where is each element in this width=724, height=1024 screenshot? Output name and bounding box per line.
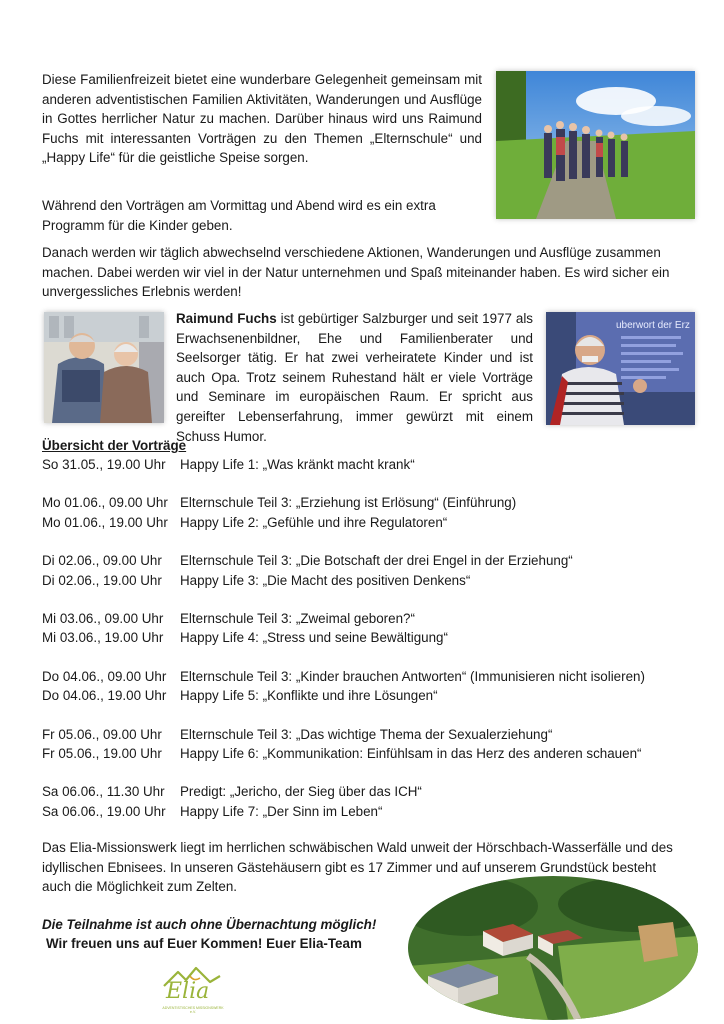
logo-subtitle: ADVENTISTISCHES MISSIONSWERK e.V. [162, 1006, 224, 1014]
schedule-heading: Übersicht der Vorträge [42, 438, 187, 453]
speaker-photo [546, 312, 695, 425]
schedule-day-saturday [42, 782, 682, 821]
schedule-date: Mo 01.06., 19.00 Uhr [42, 514, 168, 530]
schedule-topic: Happy Life 6: „Kommunikation: Einfühlsam in das Herz des anderen schauen“ [180, 745, 642, 761]
schedule-day-sunday [42, 455, 682, 474]
schedule-topic: Elternschule Teil 3: „Zweimal geboren?“ [180, 610, 415, 626]
schedule-date: Mi 03.06., 09.00 Uhr [42, 610, 164, 626]
schedule-topic: Happy Life 7: „Der Sinn im Leben“ [180, 803, 383, 819]
schedule-topic: Happy Life 5: „Konflikte und ihre Lösungen“ [180, 688, 438, 704]
schedule-day-tuesday [42, 551, 682, 590]
schedule-row [42, 455, 682, 474]
schedule-topic: Happy Life 4: „Stress und seine Bewältigung“ [180, 630, 448, 646]
schedule-row [42, 551, 682, 570]
schedule-topic: Happy Life 1: „Was kränkt macht krank“ [180, 457, 415, 472]
schedule-date: Sa 06.06., 19.00 Uhr [42, 803, 166, 819]
closing-note: Die Teilnahme ist auch ohne Übernachtung möglich! [42, 917, 377, 932]
screen-title-text: uberwort der Erz [616, 320, 690, 331]
schedule-date: So 31.05., 19.00 Uhr [42, 457, 166, 472]
speaker-bio [176, 309, 533, 446]
schedule-date: Di 02.06., 09.00 Uhr [42, 553, 162, 569]
schedule-day-friday [42, 725, 682, 764]
closing-greeting: Wir freuen uns auf Euer Kommen! Euer Elia-Team [46, 936, 362, 951]
schedule-day-monday [42, 493, 682, 532]
intro-paragraph-1: Diese Familienfreizeit bietet eine wunderbare Gelegenheit gemeinsam mit anderen adventistischen Familien Aktivitäten, Wanderungen und Ausflüge in Gottes herrlicher Natur zu machen. Darüber hinaus wird uns Raimund Fuchs mit interessanten Vorträgen zu den Themen „Elternschule“ und „Happy Life“ für die geistliche Speise sorgen. [42, 72, 482, 166]
schedule-topic: Elternschule Teil 3: „Das wichtige Thema der Sexualerziehung“ [180, 726, 553, 742]
schedule-row [42, 493, 682, 512]
schedule-date: Sa 06.06., 11.30 Uhr [42, 784, 165, 800]
hiking-group-photo [496, 71, 695, 219]
schedule-row [42, 802, 682, 821]
schedule-row [42, 609, 682, 628]
schedule-date: Mo 01.06., 09.00 Uhr [42, 495, 168, 511]
schedule-date: Fr 05.06., 09.00 Uhr [42, 726, 162, 742]
schedule-row [42, 571, 682, 590]
couple-photo [44, 312, 164, 423]
schedule-row [42, 782, 682, 801]
schedule-row [42, 628, 682, 647]
schedule-date: Do 04.06., 19.00 Uhr [42, 688, 167, 704]
schedule-row [42, 686, 682, 705]
schedule-list [42, 455, 682, 821]
schedule-topic: Elternschule Teil 3: „Kinder brauchen Antworten“ (Immunisieren nicht isolieren) [180, 668, 645, 684]
schedule-topic: Elternschule Teil 3: „Erziehung ist Erlösung“ (Einführung) [180, 495, 517, 511]
schedule-date: Fr 05.06., 19.00 Uhr [42, 745, 162, 761]
intro-paragraph-3: Danach werden wir täglich abwechselnd verschiedene Aktionen, Wanderungen und Ausflüge zusammen machen. Dabei werden wir viel in der Natur unternehmen und Spaß miteinander haben. Es wird sicher ein unvergessliches Erlebnis werden! [42, 245, 670, 300]
aerial-grounds-photo [408, 876, 698, 1020]
schedule-date: Mi 03.06., 19.00 Uhr [42, 630, 164, 646]
schedule-date: Do 04.06., 09.00 Uhr [42, 668, 167, 684]
intro-paragraph-2: Während den Vorträgen am Vormittag und Abend wird es ein extra Programm für die Kinder geben. [42, 198, 436, 233]
location-paragraph: Das Elia-Missionswerk liegt im herrlichen schwäbischen Wald unweit der Hörschbach-Wasserfälle und des idyllischen Ebnisees. In unseren Gästehäusern gibt es 17 Zimmer und auf unserem Grundstück besteht auch die Möglichkeit zum Zelten. [42, 840, 673, 895]
schedule-row [42, 725, 682, 744]
schedule-topic: Happy Life 2: „Gefühle und ihre Regulatoren“ [180, 514, 448, 530]
schedule-row [42, 744, 682, 763]
schedule-topic: Predigt: „Jericho, der Sieg über das ICH“ [180, 784, 422, 800]
speaker-name: Raimund Fuchs [176, 311, 277, 326]
logo-text: Elia [166, 979, 210, 1004]
schedule-row [42, 513, 682, 532]
elia-logo [160, 962, 226, 1020]
schedule-topic: Elternschule Teil 3: „Die Botschaft der drei Engel in der Erziehung“ [180, 553, 573, 569]
schedule-topic: Happy Life 3: „Die Macht des positiven Denkens“ [180, 572, 471, 588]
schedule-date: Di 02.06., 19.00 Uhr [42, 572, 162, 588]
schedule-row [42, 667, 682, 686]
speaker-bio-text: ist gebürtiger Salzburger und seit 1977 als Erwachsenenbildner, Ehe und Familienberater und Seelsorger tätig. Er hat zwei verheiratete Kinder und ist auch Opa. Trotz seinem Ruhestand hält er viele Vorträge und Seminare im europäischen Raum. Er spricht aus gereifter Lebenserfahrung, immer gewürzt mit einem Schuss Humor. [176, 311, 533, 444]
schedule-day-thursday [42, 667, 682, 706]
schedule-day-wednesday [42, 609, 682, 648]
